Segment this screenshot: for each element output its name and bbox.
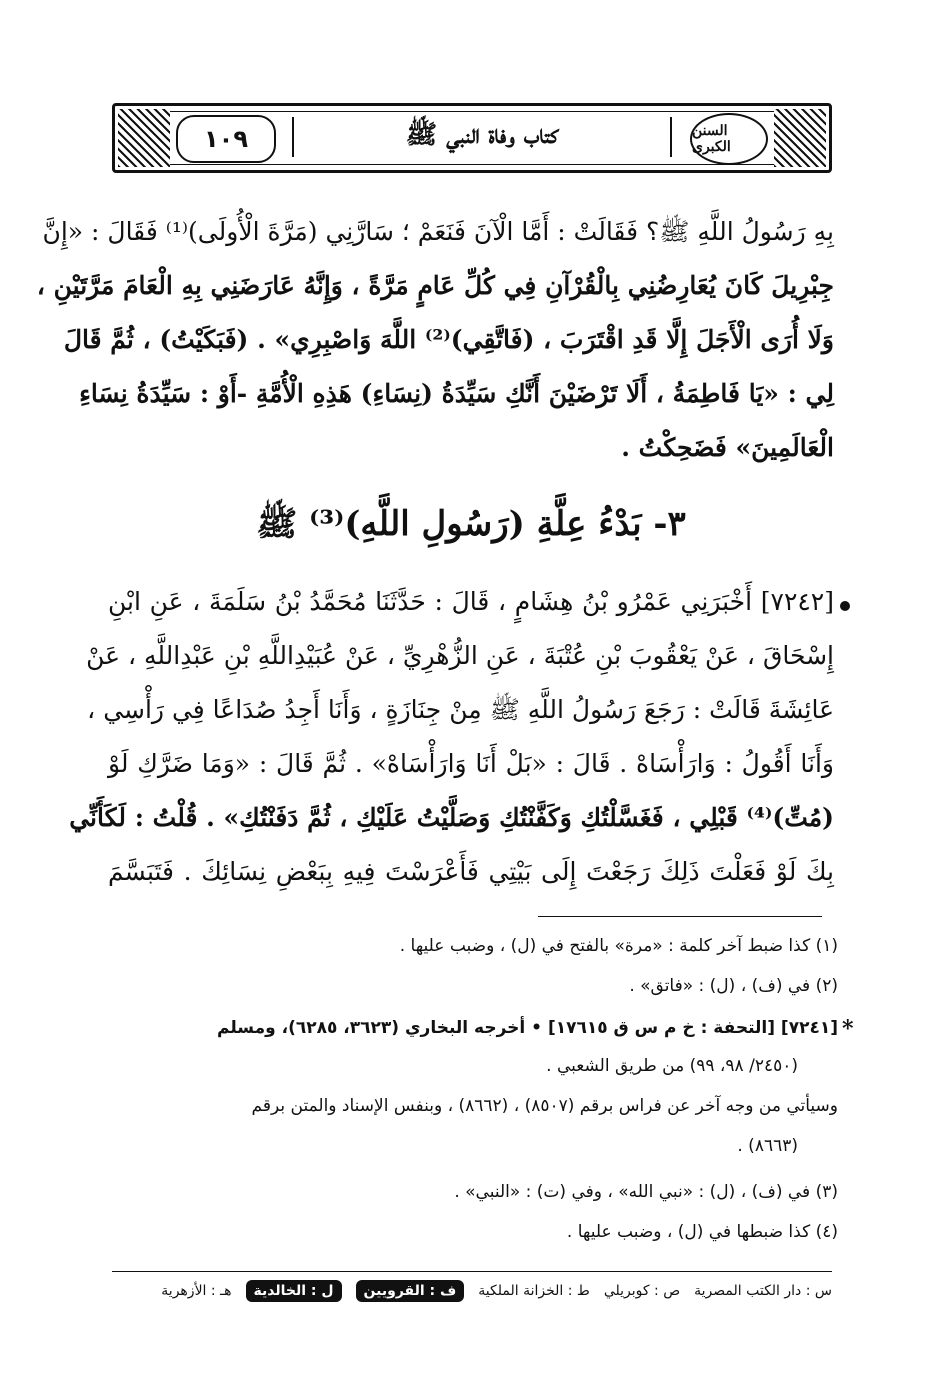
note-line-2: (٨٦٦٣) . <box>737 1136 798 1156</box>
header-ornament-left <box>118 109 170 167</box>
chapter-title: كتاب وفاة النبي ﷺ <box>292 117 672 157</box>
hadith-paragraph <box>69 575 834 899</box>
legend-separator <box>112 1271 832 1272</box>
legend-item: ط : الخزانة الملكية <box>478 1283 590 1299</box>
legend-item: هـ : الأزهرية <box>161 1283 232 1299</box>
footnotes <box>108 936 838 1256</box>
paragraph-continuation <box>36 205 834 475</box>
header-ornament-right <box>774 109 826 167</box>
text-line: عَائِشَةَ قَالَتْ : رَجَعَ رَسُولُ اللَّهِ ﷺ مِنْ جِنَازَةٍ ، وَأَنَا أَجِدُ صُدَاعًا فِي رَأْسِي ، <box>87 695 834 724</box>
manuscript-legend <box>112 1276 832 1306</box>
legend-item: ص : كوبريلي <box>603 1283 681 1299</box>
footnote-1: (١) كذا ضبط آخر كلمة : «مرة» بالفتح في (ل) ، وضبب عليها . <box>399 936 838 956</box>
text-line: (مُتِّ)⁽⁴⁾ قَبْلِي ، فَغَسَّلْتُكِ وَكَفَّنْتُكِ وَصَلَّيْتُ عَلَيْكِ ، ثُمَّ دَفَنْتُكِ» . قُلْتُ : لَكَأَنِّي <box>69 803 834 832</box>
text-line: وَأَنَا أَقُولُ : وَارَأْسَاهْ . قَالَ : «بَلْ أَنَا وَارَأْسَاهْ» . ثُمَّ قَالَ : «وَمَا ضَرَّكِ لَوْ <box>108 749 834 778</box>
legend-item: س : دار الكتب المصرية <box>694 1283 832 1299</box>
book-logo: السنن الكبرى <box>690 113 768 165</box>
section-heading: ٣- بَدْءُ عِلَّةِ (رَسُولِ اللَّهِ)⁽³⁾ ﷺ <box>256 504 686 544</box>
takhrij-line-2: (٢٤٥٠/ ٩٨، ٩٩) من طريق الشعبي . <box>546 1056 798 1076</box>
text-line: لِي : «يَا فَاطِمَةُ ، أَلَا تَرْضَيْنَ أَنَّكِ سَيِّدَةُ (نِسَاءِ) هَذِهِ الْأُمَّةِ -أَوْ : سَيِّدَةُ نِسَاءِ <box>79 379 834 408</box>
legend-item: ف : القرويين <box>356 1280 465 1302</box>
footnote-3: (٣) في (ف) ، (ل) : «نبي الله» ، وفي (ت) : «النبي» . <box>454 1182 838 1202</box>
text-line: جِبْرِيلَ كَانَ يُعَارِضُنِي بِالْقُرْآنِ فِي كُلِّ عَامٍ مَرَّةً ، وَإِنَّهُ عَارَضَنِي بِهِ الْعَامَ مَرَّتَيْنِ ، <box>36 271 834 300</box>
text-line: وَلَا أُرَى الْأَجَلَ إِلَّا قَدِ اقْتَرَبَ ، (فَاتَّقِي)⁽²⁾ اللَّهَ وَاصْبِرِي» . (فَبَكَيْتُ) ، ثُمَّ قَالَ <box>63 325 834 354</box>
takhrij-line-1: [٧٢٤١] [التحفة : خ م س ق ١٧٦١٥] • أخرجه البخاري (٣٦٢٣، ٦٢٨٥)، ومسلم <box>217 1018 838 1038</box>
legend-item: ل : الخالدية <box>246 1280 342 1302</box>
text-line: بِهِ رَسُولُ اللَّهِ ﷺ؟ فَقَالَتْ : أَمَّا الْآنَ فَنَعَمْ ؛ سَارَّنِي (مَرَّةَ الْأُولَى)⁽¹⁾ فَقَالَ : «إِنَّ <box>42 217 834 246</box>
text-line: إِسْحَاقَ ، عَنْ يَعْقُوبَ بْنِ عُتْبَةَ ، عَنِ الزُّهْرِيِّ ، عَنْ عُبَيْدِاللَّهِ بْنِ عَبْدِاللَّهِ ، عَنْ <box>86 641 834 670</box>
text-line: [٧٢٤٢] أَخْبَرَنِي عَمْرُو بْنُ هِشَامٍ ، قَالَ : حَدَّثَنَا مُحَمَّدُ بْنُ سَلَمَةَ ، عَنِ ابْنِ <box>108 587 834 616</box>
footnote-4: (٤) كذا ضبطها في (ل) ، وضبب عليها . <box>566 1222 838 1242</box>
hadith-bullet <box>840 601 850 611</box>
page-header <box>112 103 832 173</box>
text-line: بِكَ لَوْ فَعَلْتَ ذَلِكَ رَجَعْتَ إِلَى بَيْتِي فَأَعْرَسْتَ فِيهِ بِبَعْضِ نِسَائِكَ . فَتَبَسَّمَ <box>108 857 834 886</box>
footnote-2: (٢) في (ف) ، (ل) : «فاتق» . <box>629 976 838 996</box>
footnote-separator <box>538 916 822 917</box>
asterisk-marker: * <box>842 1016 854 1042</box>
note-line-1: وسيأتي من وجه آخر عن فراس برقم (٨٥٠٧) ، (٨٦٦٢) ، وبنفس الإسناد والمتن برقم <box>251 1096 838 1116</box>
page-number: ١٠٩ <box>176 115 276 163</box>
text-line: الْعَالَمِينَ» فَضَحِكْتُ . <box>621 433 834 462</box>
